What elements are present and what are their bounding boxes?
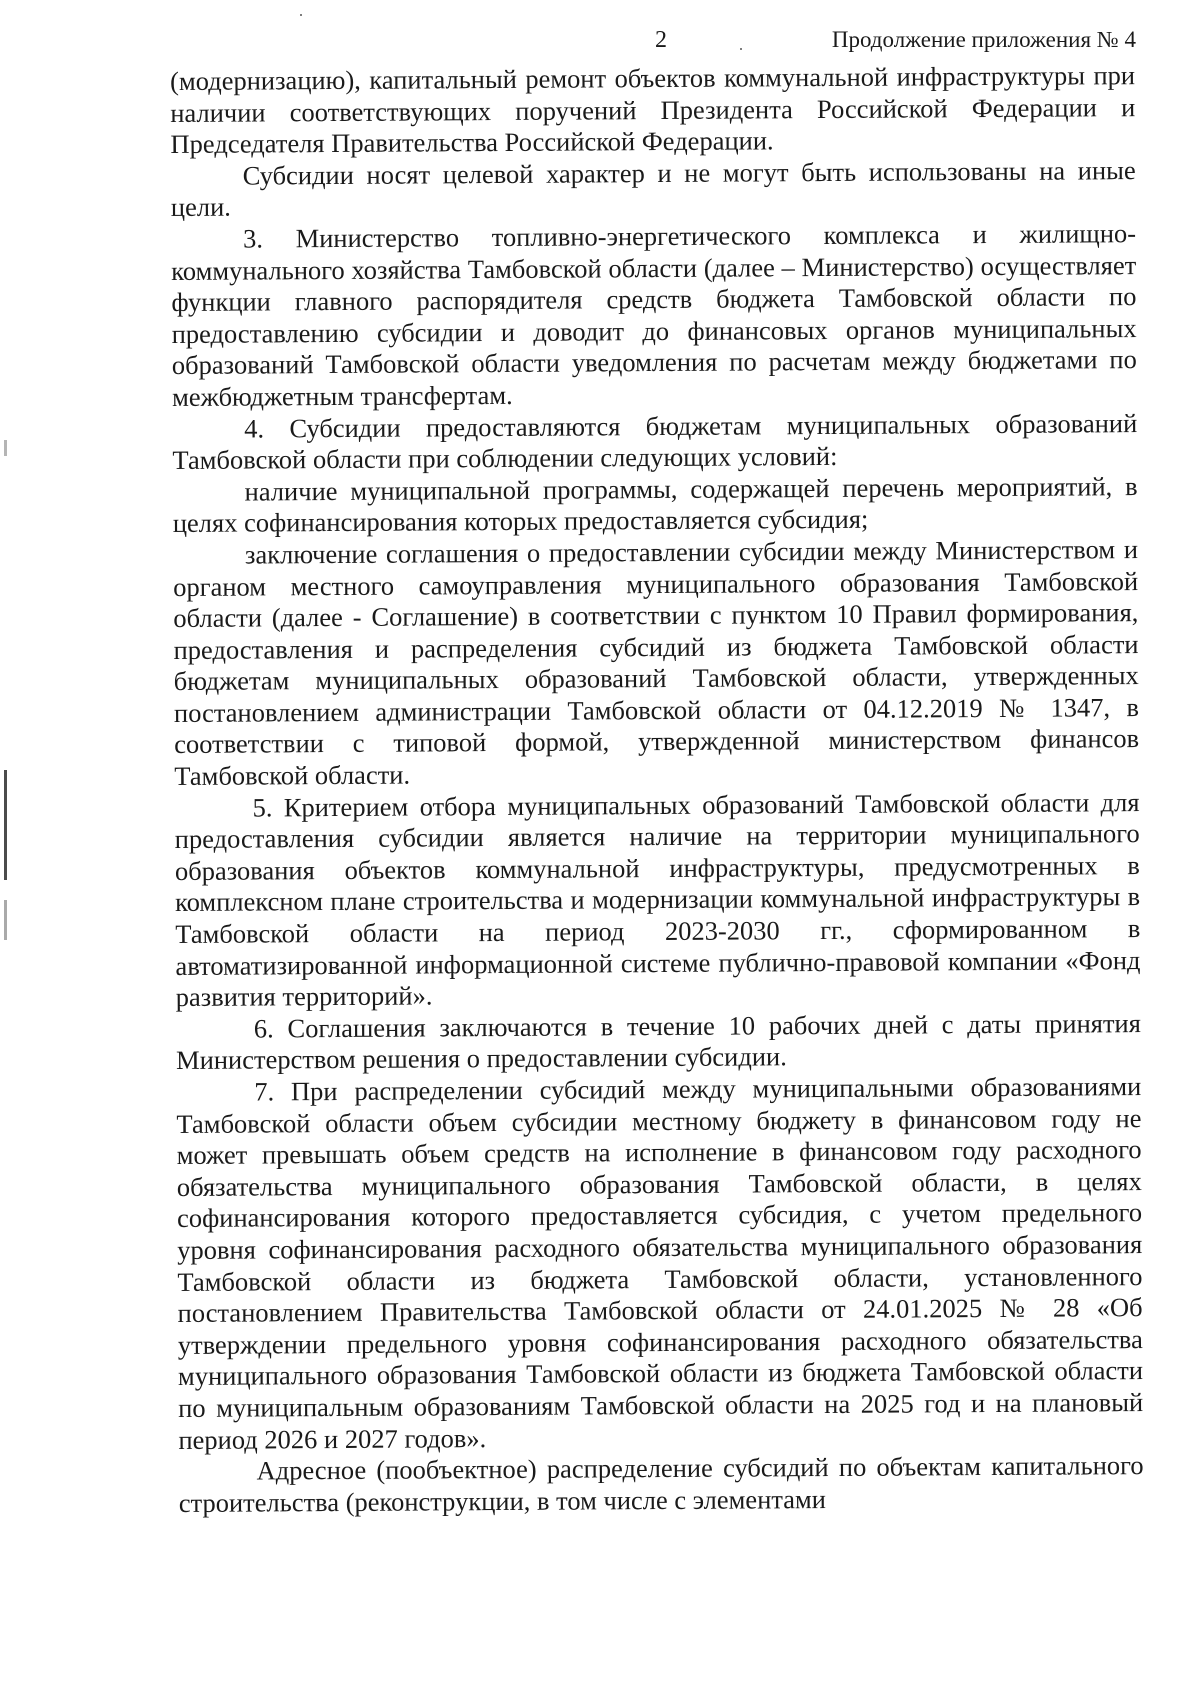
scan-edge-mark	[4, 900, 7, 940]
document-body	[170, 60, 1144, 1519]
scan-edge-mark	[4, 770, 7, 880]
scan-speck	[740, 48, 742, 50]
paragraph-5-criterion: 5. Критерием отбора муниципальных образований Тамбовской области для предоставления субсидии является наличие на территории муниципального образования объектов коммунальной инфраструктуры, предусмотренных в комплексном плане строительства и модернизации коммунальной инфраструктуры в Тамбовской области на период 2023-2030 гг., сформированном в автоматизированной информационной системе публично-правовой компании «Фонд развития территорий».	[174, 786, 1141, 1013]
page-number: 2	[655, 27, 667, 53]
condition-program: наличие муниципальной программы, содержащей перечень мероприятий, в целях софинансирования которых предоставляется субсидия;	[172, 470, 1138, 539]
scan-edge-mark	[4, 440, 7, 456]
scan-speck	[300, 14, 302, 16]
paragraph-7-distribution: 7. При распределении субсидий между муниципальными образованиями Тамбовской области объем субсидии местному бюджету в финансовом году не может превышать объем средств на исполнение в финансовом году расходного обязательства муниципального образования Тамбовской области, в целях софинансирования которого предоставляется субсидия, с учетом предельного уровня софинансирования расходного обязательства муниципального образования Тамбовской области из бюджета Тамбовской области, установленного постановлением Правительства Тамбовской области от 24.01.2025 № 28 «Об утверждении предельного уровня софинансирования расходного обязательства муниципального образования Тамбовской области из бюджета Тамбовской области по муниципальным образованиям Тамбовской области на 2025 год и на плановый период 2026 и 2027 годов».	[176, 1071, 1144, 1455]
appendix-continuation-label: Продолжение приложения № 4	[831, 27, 1136, 52]
paragraph-modernization: (модернизацию), капитальный ремонт объектов коммунальной инфраструктуры при наличии соответствующих поручений Президента Российской Федерации и Председателя Правительства Российской Федерации.	[170, 60, 1136, 160]
condition-agreement: заключение соглашения о предоставлении субсидии между Министерством и органом местного самоуправления муниципального образования Тамбовской области (далее - Соглашение) в соответствии с пунктом 10 Правил формирования, предоставления и распределения субсидий из бюджета Тамбовской области бюджетам муниципальных образований Тамбовской области, утвержденных постановлением администрации Тамбовской области от 04.12.2019 № 1347, в соответствии с типовой формой, утвержденной министерством финансов Тамбовской области.	[173, 534, 1140, 792]
paragraph-subsidies-purpose: Субсидии носят целевой характер и не могут быть использованы на иные цели.	[170, 154, 1136, 223]
paragraph-4-conditions: 4. Субсидии предоставляются бюджетам муниципальных образований Тамбовской области при соблюдении следующих условий:	[172, 407, 1138, 476]
paragraph-3-ministry: 3. Министерство топливно-энергетического комплекса и жилищно-коммунального хозяйства Тамбовской области (далее – Министерство) осуществляет функции главного распорядителя средств бюджета Тамбовской области по предоставлению субсидии и доводит до финансовых органов муниципальных образований Тамбовской области уведомления по расчетам между бюджетами по межбюджетным трансфертам.	[171, 218, 1137, 412]
paragraph-6-agreements: 6. Соглашения заключаются в течение 10 рабочих дней с даты принятия Министерством решения о предоставлении субсидии.	[175, 1007, 1141, 1076]
paragraph-address-distribution: Адресное (пообъектное) распределение субсидий по объектам капитального строительства (реконструкции, в том числе с элементами	[178, 1450, 1144, 1518]
